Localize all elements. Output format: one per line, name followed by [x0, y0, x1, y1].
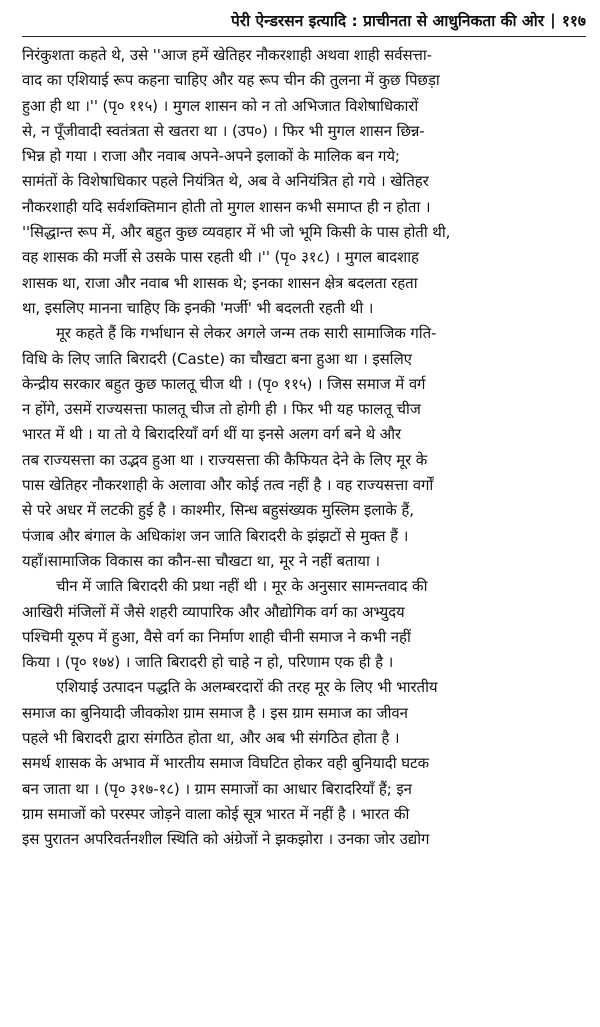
text-line: न होंगे, उसमें राज्यसत्ता फालतू चीज तो होगी ही । फिर भी यह फालतू चीज: [22, 400, 421, 419]
text-line: तब राज्यसत्ता का उद्भव हुआ था । राज्यसत्ता की कैफियत देने के लिए मूर के: [22, 450, 428, 469]
paragraph: [22, 574, 586, 675]
text-line: ग्राम समाजों को परस्पर जोड़ने वाला कोई सूत्र भारत में नहीं है । भारत की: [22, 804, 410, 823]
text-line: शासक था, राजा और नवाब भी शासक थे; इनका शासन क्षेत्र बदलता रहता: [22, 273, 418, 292]
text-line: आखिरी मंजिलों में जैसे शहरी व्यापारिक और औद्योगिक वर्ग का अभ्युदय: [22, 602, 405, 621]
text-line: हुआ ही था ।'' (पृ० ११५) । मुगल शासन को न तो अभिजात विशेषाधिकारों: [22, 96, 419, 115]
text-line: किया । (पृ० १७४) । जाति बिरादरी हो चाहे न हो, परिणाम एक ही है ।: [22, 653, 394, 672]
text-line: नौकरशाही यदि सर्वशक्तिमान होती तो मुगल शासन कभी समाप्त ही न होता ।: [22, 197, 431, 216]
page-number: ११७: [561, 12, 586, 30]
text-line: पंजाब और बंगाल के अधिकांश जन जाति बिरादरी के झंझटों से मुक्त हैं ।: [22, 526, 409, 545]
text-line: एशियाई उत्पादन पद्धति के अलम्बरदारों की तरह मूर के लिए भी भारतीय: [56, 678, 438, 697]
body-text: [22, 43, 586, 853]
running-title: पेरी ऐन्डरसन इत्यादि : प्राचीनता से आधुनिकता की ओर: [230, 12, 545, 30]
paragraph: [22, 675, 586, 852]
text-line: विधि के लिए जाति बिरादरी (Caste) का चौखटा बना हुआ था । इसलिए: [22, 349, 412, 368]
text-line: वाद का एशियाई रूप कहना चाहिए और यह रूप चीन की तुलना में कुछ पिछड़ा: [22, 71, 440, 90]
text-line: से परे अधर में लटकी हुई है । काश्मीर, सिन्ध बहुसंख्यक मुस्लिम इलाके हैं,: [22, 501, 414, 520]
header-rule: [22, 36, 586, 37]
text-line: से, न पूँजीवादी स्वतंत्रता से खतरा था । (उप०) । फिर भी मुगल शासन छिन्न-: [22, 121, 425, 140]
text-line: सामंतों के विशेषाधिकार पहले नियंत्रित थे, अब वे अनियंत्रित हो गये । खेतिहर: [22, 172, 429, 191]
text-line: चीन में जाति बिरादरी की प्रथा नहीं थी । मूर के अनुसार सामन्तवाद की: [56, 577, 428, 596]
paragraph: [22, 43, 586, 321]
header-separator: |: [550, 11, 556, 29]
text-line: समर्थ शासक के अभाव में भारतीय समाज विघटित होकर वही बुनियादी घटक: [22, 754, 429, 773]
paragraph: [22, 321, 586, 574]
text-line: इस पुरातन अपरिवर्तनशील स्थिति को अंग्रेजों ने झकझोरा । उनका जोर उद्योग: [22, 830, 430, 849]
text-line: भिन्न हो गया । राजा और नवाब अपने-अपने इलाकों के मालिक बन गये;: [22, 147, 400, 166]
text-line: वह शासक की मर्जी से उसके पास रहती थी ।'' (पृ० ३१८) । मुगल बादशाह: [22, 248, 419, 267]
running-header: [22, 6, 586, 34]
text-line: भारत में थी । या तो ये बिरादरियाँ वर्ग थीं या इनसे अलग वर्ग बने थे और: [22, 425, 402, 444]
text-line: निरंकुशता कहते थे, उसे ''आज हमें खेतिहर नौकरशाही अथवा शाही सर्वसत्ता-: [22, 46, 432, 64]
text-line: मूर कहते हैं कि गर्भाधान से लेकर अगले जन्म तक सारी सामाजिक गति-: [56, 324, 437, 343]
text-line: केन्द्रीय सरकार बहुत कुछ फालतू चीज थी । (पृ० ११५) । जिस समाज में वर्ग: [22, 374, 426, 393]
text-line: पश्चिमी यूरुप में हुआ, वैसे वर्ग का निर्माण शाही चीनी समाज ने कभी नहीं: [22, 627, 411, 646]
text-line: था, इसलिए मानना चाहिए कि इनकी 'मर्जी' भी बदलती रहती थी ।: [22, 298, 374, 317]
text-line: पहले भी बिरादरी द्वारा संगठित होता था, और अब भी संगठित होता है ।: [22, 729, 400, 748]
text-line: पास खेतिहर नौकरशाही के अलावा और कोई तत्व नहीं है । वह राज्यसत्ता वर्गों: [22, 476, 434, 495]
text-line: ''सिद्धान्त रूप में, और बहुत कुछ व्यवहार में भी जो भूमि किसी के पास होती थी,: [22, 223, 451, 242]
text-line: बन जाता था । (पृ० ३१७-१८) । ग्राम समाजों का आधार बिरादरियाँ हैं; इन: [22, 779, 412, 798]
text-line: समाज का बुनियादी जीवकोश ग्राम समाज है । इस ग्राम समाज का जीवन: [22, 703, 408, 722]
text-line: यहाँ।सामाजिक विकास का कौन-सा चौखटा था, मूर ने नहीं बताया ।: [22, 551, 381, 570]
